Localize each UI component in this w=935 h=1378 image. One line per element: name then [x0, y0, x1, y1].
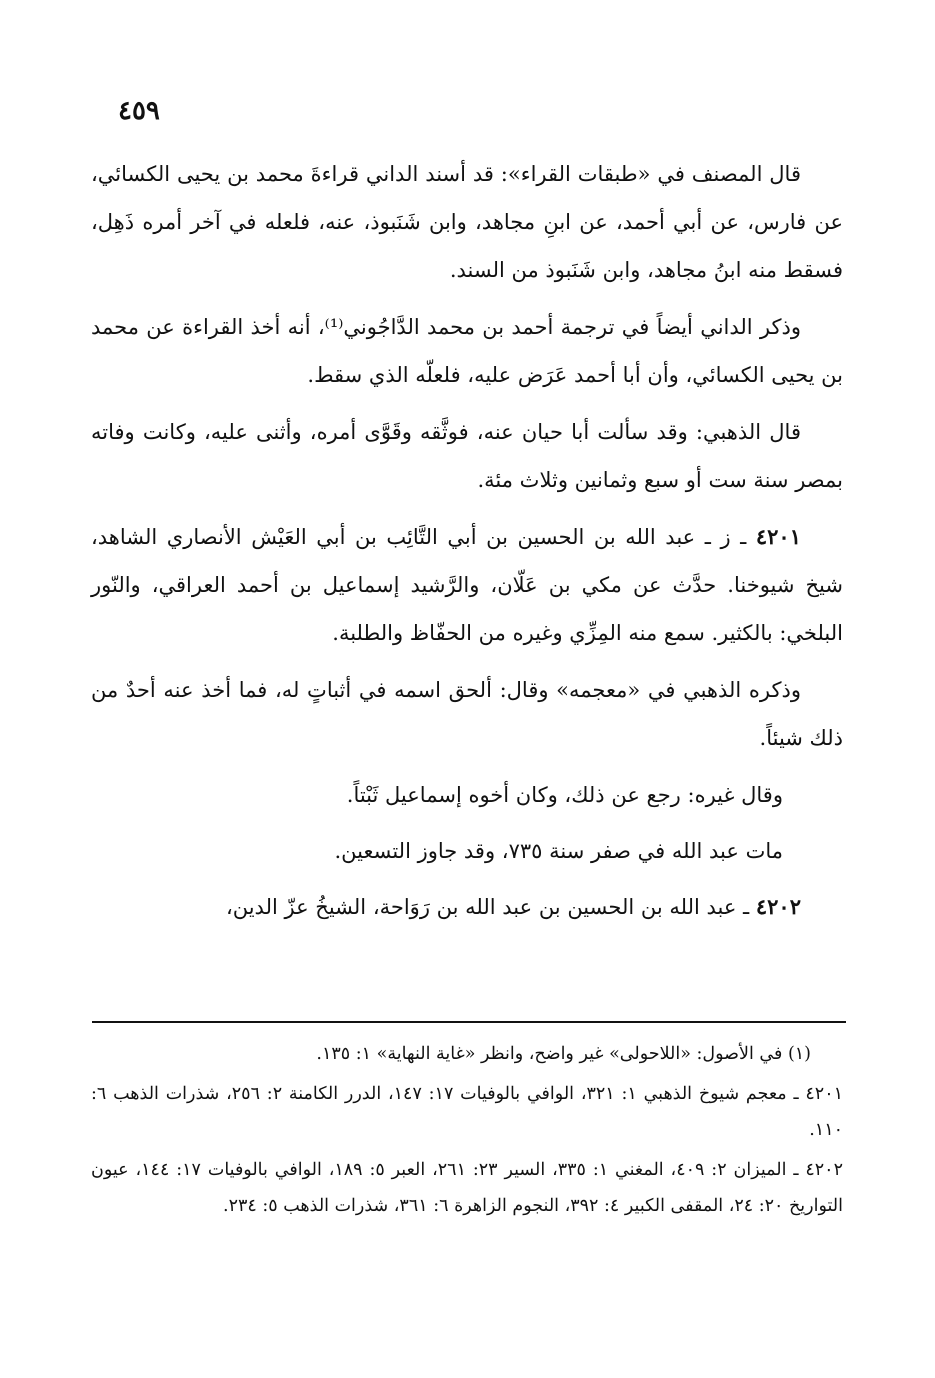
footnote-text: ـ الميزان ٢: ٤٠٩، المغني ١: ٣٣٥، السير ٢٣: ٢٦١، العبر ٥: ١٨٩، الوافي بالوفيات ١٧: ١٤٤، عيون التواريخ ٢٠: ٢٤، المقفى الكبير ٤: ٣٩٢، النجوم الزاهرة ٦: ٣٦١، شذرات الذهب ٥: ٢٣٤. [91, 1160, 843, 1216]
footnote-label: ٤٢٠٢ [805, 1160, 843, 1180]
page-number: ٤٥٩ [118, 96, 160, 126]
footnote [91, 1036, 811, 1072]
footnote-text: ـ معجم شيوخ الذهبي ١: ٣٢١، الوافي بالوفيات ١٧: ١٤٧، الدرر الكامنة ٢: ٢٥٦، شذرات الذهب ٦: ١١٠. [91, 1084, 843, 1140]
footnote [91, 1076, 843, 1148]
entry-number: ٤٢٠١ [755, 524, 801, 549]
paragraph: مات عبد الله في صفر سنة ٧٣٥، وقد جاوز التسعين. [334, 839, 783, 863]
entry-text: ـ ز ـ عبد الله بن الحسين بن أبي التَّائِب بن أبي العَيْش الأنصاري الشاهد، شيخ شيوخنا. حدَّث عن مكي بن عَلّان، والرَّشيد إسماعيل بن أحمد العراقي، والنّور البلخي: بالكثير. سمع منه المِزِّي وغيره من الحفّاظ والطلبة. [91, 525, 843, 645]
footnote-label: ٤٢٠١ [805, 1084, 843, 1104]
entry-4201 [91, 513, 843, 657]
paragraph: قال المصنف في «طبقات القراء»: قد أسند الداني قراءةَ محمد بن يحيى الكسائي، عن فارس، عن أبي أحمد، عن ابنِ مجاهد، وابن شَنَبوذ، عنه، فلعله في آخر أمره ذَهِل، فسقط منه ابنُ مجاهد، وابن شَنَبوذ من السند. [91, 162, 843, 282]
main-text [91, 150, 843, 940]
footnote-separator [92, 1021, 846, 1023]
paragraph: قال الذهبي: وقد سألت أبا حيان عنه، فوثَّقه وقَوَّى أمره، وأثنى عليه، وكانت وفاته بمصر سنة ست أو سبع وثمانين وثلاث مئة. [91, 420, 843, 492]
paragraph: وقال غيره: رجع عن ذلك، وكان أخوه إسماعيل ثَبْتاً. [346, 783, 783, 807]
footnote [91, 1152, 843, 1224]
entry-4202 [91, 883, 843, 931]
footnotes [91, 1036, 843, 1228]
paragraph: وذكره الذهبي في «معجمه» وقال: ألحق اسمه في أثباتٍ له، فما أخذ عنه أحدٌ من ذلك شيئاً. [91, 678, 843, 750]
entry-number: ٤٢٠٢ [755, 894, 801, 919]
footnote-text: في الأصول: «اللاحولى» غير واضح، وانظر «غاية النهاية» ١: ١٣٥. [316, 1044, 783, 1064]
footnote-label: (١) [787, 1044, 811, 1064]
entry-text: ـ عبد الله بن الحسين بن عبد الله بن رَوَاحة، الشيخُ عزّ الدين، [225, 895, 756, 919]
paragraph: وذكر الداني أيضاً في ترجمة أحمد بن محمد الدَّاجُوني⁽¹⁾، أنه أخذ القراءة عن محمد بن يحيى الكسائي، وأن أبا أحمد عَرَض عليه، فلعلّه الذي سقط. [91, 315, 843, 387]
